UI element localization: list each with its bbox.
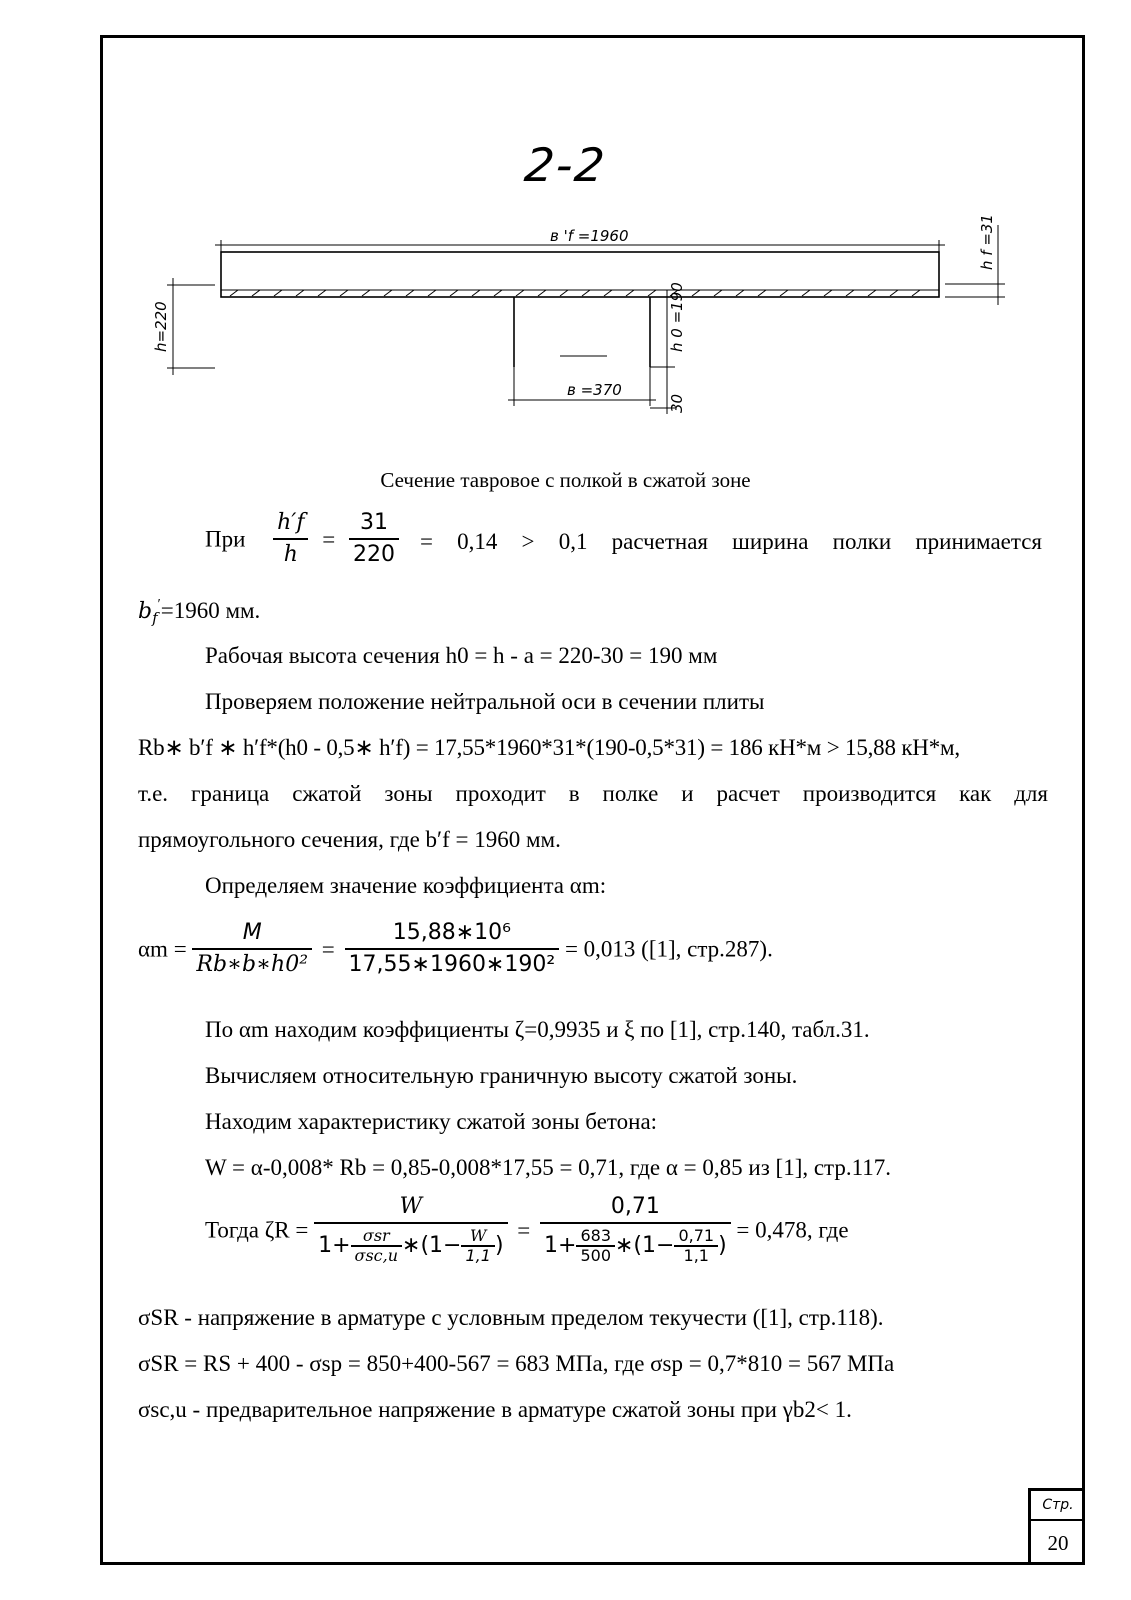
figure-caption: Сечение тавровое с полкой в сжатой зоне [380, 468, 751, 492]
sigma-sr-formula: σSR = RS + 400 - σsp = 850+400-567 = 683 МПа, где σsp = 0,7*810 = 567 МПа [138, 1351, 895, 1376]
dim-b-label: в =370 [567, 381, 622, 399]
alpha-formula: αm = $\frac{M}{\text{Rb∗b∗h0²}}$ = $\frac{\text{15,88∗10⁶}}{\text{17,55∗1960∗190²}}$ = 0,013 ([1], стр.287). [138, 920, 773, 977]
neutral-axis-formula: Rb∗ b′f ∗ h′f*(h0 - 0,5∗ h′f) = 17,55*1960*31*(190-0,5*31) = 186 кН*м > 15,88 кН*м, [138, 735, 960, 760]
flange-hatch [230, 290, 920, 296]
page-label: Стр. [1031, 1491, 1085, 1521]
w-formula: W = α-0,008* Rb = 0,85-0,008*17,55 = 0,71, где α = 0,85 из [1], стр.117. [205, 1155, 892, 1180]
dim-a-label: 30 [668, 393, 686, 413]
page-number: 20 [1047, 1531, 1069, 1555]
dim-h-label: h=220 [152, 301, 170, 352]
t-section-drawing [0, 0, 1131, 440]
sigma-sr-definition: σSR - напряжение в арматуре с условным пределом текучести ([1], стр.118). [138, 1305, 884, 1330]
concrete-char-intro: Находим характеристику сжатой зоны бетона: [205, 1109, 658, 1134]
bf-value: $b_f'=1960$ мм. [138, 597, 261, 627]
dim-bf-label: в 'f =1960 [550, 227, 629, 245]
boundary-height-line: Вычисляем относительную граничную высоту сжатой зоны. [205, 1063, 798, 1088]
dim-h0-label: h 0 =190 [668, 282, 686, 352]
zeta-r-formula: Тогда ζR = W 1+ $\frac{\text{σsr}}{\text{σsc,u}}$ ∗(1− $\frac{W}{1,1}$ ) = 0,71 1+ $\frac{683}{500}$ ∗(1− $\frac{0,71}{1,1}$ ) = 0,478, где [205, 1194, 849, 1265]
ratio-check-formula: При $\frac{h'f}{h}$ = $\frac{31}{220}$ [205, 512, 399, 566]
sigma-scu-definition: σsc,u - предварительное напряжение в арматуре сжатой зоны при γb2< 1. [138, 1397, 852, 1422]
ratio-check-text: = 0,14 > 0,1 расчетная ширина полки принимается [420, 529, 1042, 554]
working-height-line: Рабочая высота сечения h0 = h - a = 220-30 = 190 мм [205, 643, 718, 668]
section-title: 2-2 [522, 138, 609, 192]
alpha-intro: Определяем значение коэффициента αm: [205, 873, 607, 898]
compression-zone-text: т.е. граница сжатой зоны проходит в полке и расчет производится как для [138, 781, 1048, 806]
page-stamp [1028, 1488, 1085, 1565]
rect-section-text: прямоугольного сечения, где b′f = 1960 мм. [138, 827, 561, 852]
coefficients-line: По αm находим коэффициенты ζ=0,9935 и ξ по [1], стр.140, табл.31. [205, 1017, 870, 1042]
neutral-axis-intro: Проверяем положение нейтральной оси в сечении плиты [205, 689, 765, 714]
dim-hf-label: h f =31 [978, 214, 996, 270]
